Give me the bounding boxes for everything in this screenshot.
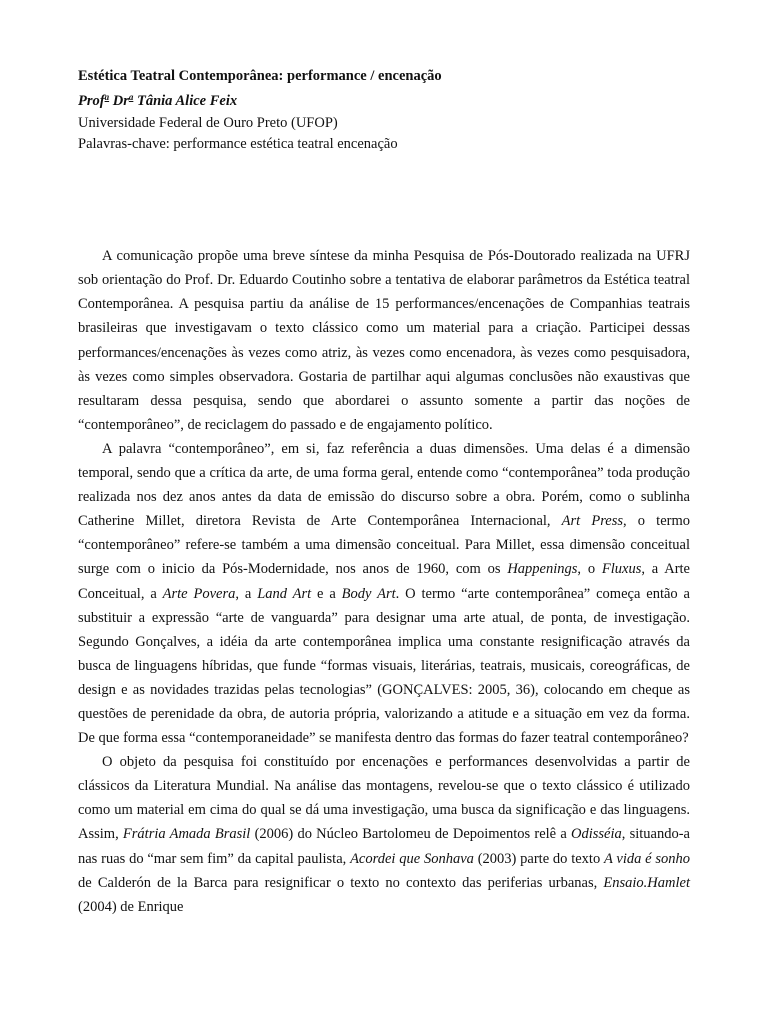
p2-text-b: , o termo “contemporâneo” refere-se também a uma dimensão conceitual. Para Millet, essa dimensão conceitual surge com o inicio da Pós-Modernidade, nos anos de 1960, com os bbox=[78, 513, 691, 578]
p2-italic-land-art: Land Art bbox=[257, 585, 312, 602]
paper-page bbox=[78, 66, 690, 919]
p3-text-c: , situando-a nas ruas do “mar sem fim” da capital paulista, bbox=[78, 826, 690, 867]
institution: Universidade Federal de Ouro Preto (UFOP) bbox=[78, 114, 338, 131]
author-sup-1: a bbox=[104, 92, 110, 103]
keywords: Palavras-chave: performance estética teatral encenação bbox=[78, 135, 398, 152]
p3-text-e: de Calderón de la Barca para resignificar o texto no contexto das periferias urbanas, bbox=[78, 874, 604, 891]
p3-italic-vida-sonho: A vida é sonho bbox=[604, 850, 691, 867]
author-name: Tânia Alice Feix bbox=[133, 93, 238, 110]
paper-title: Estética Teatral Contemporânea: performance / encenação bbox=[78, 68, 442, 84]
p3-italic-fratria: Frátria Amada Brasil bbox=[122, 826, 251, 843]
body-text bbox=[78, 244, 690, 919]
p2-text-c: , o bbox=[577, 561, 602, 578]
p2-italic-art-press: Art Press bbox=[561, 513, 624, 530]
author-prefix-2: Dr bbox=[109, 93, 129, 110]
p3-text-d: (2003) parte do texto bbox=[473, 850, 604, 867]
author-sup-2: a bbox=[128, 92, 134, 103]
p2-text-d: , a Arte Conceitual, a bbox=[78, 561, 690, 602]
author-prefix-1: Prof bbox=[78, 93, 105, 110]
p3-italic-acordei: Acordei que Sonhava bbox=[350, 850, 474, 867]
p2-text-f: e a bbox=[311, 585, 342, 602]
paragraph-1: A comunicação propõe uma breve síntese da minha Pesquisa de Pós-Doutorado realizada na UFRJ sob orientação do Prof. Dr. Eduardo Coutinho sobre a tentativa de elaborar parâmetros da Estética teatral Contemporânea. A pesquisa partiu da análise de 15 performances/encenações de Companhias teatrais brasileiras que investigavam o texto clássico como um material para a criação. Participei dessas performances/encenações às vezes como atriz, às vezes como encenadora, às vezes como pesquisadora, às vezes como simples observadora. Gostaria de partilhar aqui algumas conclusões não exaustivas que resultaram dessa pesquisa, sendo que abordarei o assunto somente a partir das noções de “contemporâneo”, de reciclagem do passado e de engajamento político. bbox=[78, 248, 690, 433]
p2-text-e: , a bbox=[235, 585, 258, 602]
p2-text-g: . O termo “arte contemporânea” começa então a substituir a expressão “arte de vanguarda” para designar uma arte atual, de ponta, de investigação. Segundo Gonçalves, a idéia da arte contemporânea implica uma constante resignificação através da busca de linguagens híbridas, que funde “formas visuais, literárias, teatrais, musicais, coreográficas, de design e as novidades trazidas pelas tecnologias” (GONÇALVES: 2005, 36), colocando em cheque as questões de perenidade da obra, de autoria própria, valorizando a atitude e a situação em vez da forma. De que forma essa “contemporaneidade” se manifesta dentro das formas do fazer teatral contemporâneo? bbox=[78, 585, 690, 747]
p3-text-f: (2004) de Enrique bbox=[78, 898, 184, 915]
p3-italic-odisseia: Odisséia bbox=[571, 826, 622, 843]
p2-italic-happenings: Happenings bbox=[507, 561, 578, 578]
p2-italic-body-art: Body Art bbox=[341, 585, 396, 602]
p3-text-a: O objeto da pesquisa foi constituído por encenações e performances desenvolvidas a partir de clássicos da Literatura Mundial. Na análise das montagens, revelou-se que o texto clássico é utilizado como um material em cima do qual se dá uma investigação, uma busca da significação e das linguagens. Assim, bbox=[78, 754, 690, 843]
p3-italic-ensaio: Ensaio.Hamlet bbox=[603, 874, 690, 891]
p2-text-a: A palavra “contemporâneo”, em si, faz referência a duas dimensões. Uma delas é a dimensão temporal, sendo que a crítica da arte, de uma forma geral, entende como “contemporânea” toda produção realizada nos dez anos antes da data de emissão do discurso sobre a obra. Porém, como o sublinha Catherine Millet, diretora Revista de Arte Contemporânea Internacional, bbox=[78, 440, 690, 530]
paragraph-3 bbox=[78, 750, 690, 919]
p3-text-b: (2006) do Núcleo Bartolomeu de Depoimentos relê a bbox=[250, 826, 571, 843]
author-line bbox=[78, 87, 690, 112]
p2-italic-arte-povera: Arte Povera bbox=[162, 585, 236, 602]
paragraph-2 bbox=[78, 437, 690, 750]
p2-italic-fluxus: Fluxus bbox=[601, 561, 642, 578]
